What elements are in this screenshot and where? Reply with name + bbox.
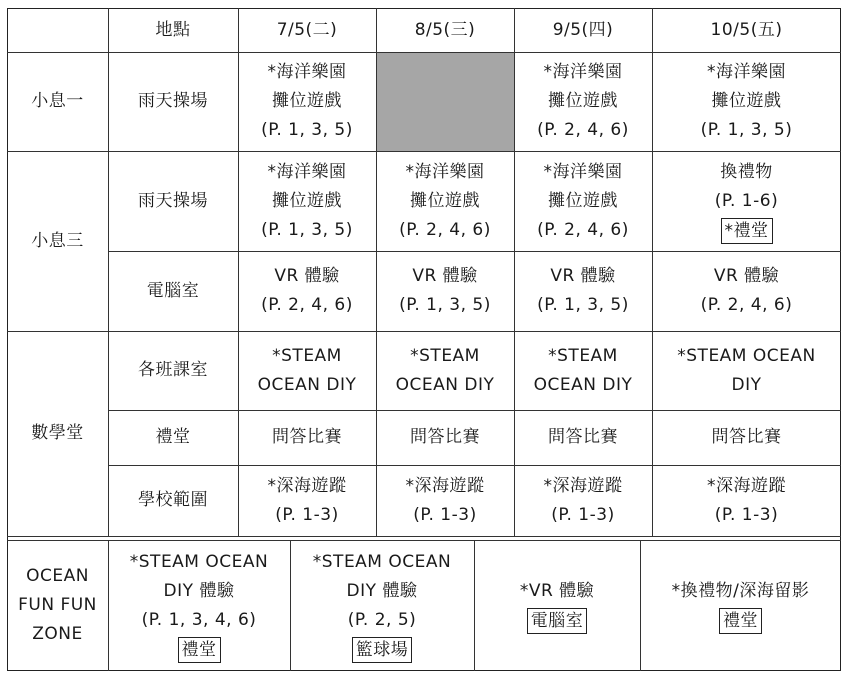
activity-cell xyxy=(238,251,376,331)
activity-text: (P. 1, 3, 5) xyxy=(700,120,793,140)
header-day-4 xyxy=(652,8,841,52)
activity-cell xyxy=(652,331,841,410)
activity-cell xyxy=(376,410,514,465)
activity-cell xyxy=(514,151,652,251)
activity-cell xyxy=(652,52,841,151)
activity-text: (P. 1, 3, 5) xyxy=(261,219,353,240)
activity-cell xyxy=(376,465,514,536)
activity-text: VR 體驗 xyxy=(550,266,616,286)
zone-text: *VR 體驗 xyxy=(519,581,595,601)
activity-text: (P. 1-6) xyxy=(714,191,779,211)
activity-text: *STEAM OCEAN xyxy=(677,345,816,366)
group-label: FUN FUN xyxy=(18,595,97,615)
activity-text: *深海遊蹤 xyxy=(405,475,485,496)
header-day-label: 9/5(四) xyxy=(552,19,614,40)
activity-cell xyxy=(652,151,841,251)
activity-text: OCEAN DIY xyxy=(395,374,495,395)
activity-text: *STEAM xyxy=(548,345,618,366)
header-day-2 xyxy=(376,8,514,52)
activity-text: (P. 1, 3, 5) xyxy=(261,120,353,140)
header-day-3 xyxy=(514,8,652,52)
activity-text: 問答比賽 xyxy=(711,427,782,447)
activity-cell xyxy=(376,151,514,251)
location-label: 雨天操場 xyxy=(138,190,208,211)
group-ocean-fun-zone xyxy=(7,540,108,671)
location-rain-playground-2 xyxy=(108,151,238,251)
venue-tag: 籃球場 xyxy=(352,637,413,663)
activity-text: *海洋樂園 xyxy=(543,161,623,182)
header-location-label: 地點 xyxy=(155,19,191,40)
activity-text: (P. 1, 3, 5) xyxy=(399,295,491,315)
location-rain-playground-1 xyxy=(108,52,238,151)
venue-tag: 禮堂 xyxy=(178,637,221,663)
venue-tag: 禮堂 xyxy=(719,608,762,634)
venue-tag: *禮堂 xyxy=(721,218,773,244)
group-recess-1 xyxy=(7,52,108,151)
activity-cell xyxy=(652,410,841,465)
blocked-cell xyxy=(377,53,514,151)
location-classrooms xyxy=(108,331,238,410)
activity-text: *海洋樂園 xyxy=(267,62,347,82)
location-computer-room xyxy=(108,251,238,331)
location-label: 禮堂 xyxy=(155,427,191,447)
activity-cell xyxy=(238,52,376,151)
activity-text: (P. 2, 4, 6) xyxy=(261,295,353,315)
activity-text: (P. 1, 3, 5) xyxy=(537,295,629,315)
zone-text: *換禮物/深海留影 xyxy=(671,581,810,601)
activity-text: *深海遊蹤 xyxy=(267,475,347,496)
activity-text: 換禮物 xyxy=(720,162,773,182)
activity-cell xyxy=(376,331,514,410)
zone-text: DIY 體驗 xyxy=(163,581,235,601)
activity-text: (P. 1-3) xyxy=(714,504,779,525)
header-day-1 xyxy=(238,8,376,52)
header-location xyxy=(108,8,238,52)
activity-text: 問答比賽 xyxy=(410,427,480,447)
activity-text: *海洋樂園 xyxy=(543,62,623,82)
activity-text: 攤位遊戲 xyxy=(272,190,342,211)
activity-text: (P. 1-3) xyxy=(275,504,339,525)
header-day-label: 7/5(二) xyxy=(276,19,338,40)
header-day-label: 8/5(三) xyxy=(414,19,476,40)
group-label: 小息一 xyxy=(31,91,84,111)
activity-text: 攤位遊戲 xyxy=(410,190,480,211)
activity-cell xyxy=(514,251,652,331)
activity-text: (P. 2, 4, 6) xyxy=(537,219,629,240)
activity-text: DIY xyxy=(731,374,762,395)
zone-text: *STEAM OCEAN xyxy=(312,552,452,572)
location-label: 各班課室 xyxy=(138,360,208,380)
zone-cell xyxy=(474,540,640,671)
activity-text: VR 體驗 xyxy=(713,266,780,286)
activity-text: 問答比賽 xyxy=(548,427,618,447)
location-label: 學校範圍 xyxy=(138,490,208,510)
location-label: 雨天操場 xyxy=(138,91,208,111)
group-label: OCEAN xyxy=(26,566,89,586)
activity-cell xyxy=(238,410,376,465)
activity-text: *深海遊蹤 xyxy=(707,475,786,496)
activity-text: VR 體驗 xyxy=(412,266,478,286)
activity-cell xyxy=(652,251,841,331)
location-school-area xyxy=(108,465,238,536)
zone-cell xyxy=(290,540,474,671)
activity-text: (P. 2, 4, 6) xyxy=(537,120,629,140)
group-label: 數學堂 xyxy=(31,423,84,443)
activity-text: *海洋樂園 xyxy=(405,161,485,182)
activity-text: *STEAM xyxy=(410,345,480,366)
activity-text: 攤位遊戲 xyxy=(711,91,782,111)
group-recess-3 xyxy=(7,151,108,331)
activity-text: (P. 1-3) xyxy=(551,504,615,525)
group-math-hall xyxy=(7,331,108,536)
activity-text: *深海遊蹤 xyxy=(543,475,623,496)
activity-cell xyxy=(514,331,652,410)
zone-text: (P. 2, 5) xyxy=(347,610,417,630)
activity-text: (P. 2, 4, 6) xyxy=(399,219,491,240)
group-label: 小息三 xyxy=(31,230,84,251)
activity-text: 攤位遊戲 xyxy=(272,91,342,111)
activity-cell xyxy=(238,465,376,536)
activity-cell xyxy=(514,410,652,465)
activity-text: *STEAM xyxy=(272,345,342,366)
activity-cell xyxy=(514,465,652,536)
activity-text: OCEAN DIY xyxy=(257,374,357,395)
zone-text: *STEAM OCEAN xyxy=(129,552,269,572)
zone-text: (P. 1, 3, 4, 6) xyxy=(141,610,257,630)
zone-cell xyxy=(640,540,841,671)
activity-text: OCEAN DIY xyxy=(533,374,633,395)
activity-text: *海洋樂園 xyxy=(267,161,347,182)
activity-cell xyxy=(652,465,841,536)
activity-text: VR 體驗 xyxy=(274,266,340,286)
group-label: ZONE xyxy=(32,624,83,644)
activity-text: (P. 2, 4, 6) xyxy=(700,295,793,315)
activity-text: (P. 1-3) xyxy=(413,504,477,525)
location-label: 電腦室 xyxy=(146,280,200,301)
activity-cell xyxy=(376,251,514,331)
activity-text: 攤位遊戲 xyxy=(548,91,618,111)
location-hall xyxy=(108,410,238,465)
header-day-label: 10/5(五) xyxy=(710,19,783,40)
activity-cell xyxy=(238,151,376,251)
activity-cell xyxy=(514,52,652,151)
zone-text: DIY 體驗 xyxy=(346,581,418,601)
activity-text: 攤位遊戲 xyxy=(548,190,618,211)
activity-text: *海洋樂園 xyxy=(707,62,786,82)
zone-cell xyxy=(108,540,290,671)
activity-text: 問答比賽 xyxy=(272,427,342,447)
venue-tag: 電腦室 xyxy=(527,608,588,634)
activity-cell xyxy=(238,331,376,410)
